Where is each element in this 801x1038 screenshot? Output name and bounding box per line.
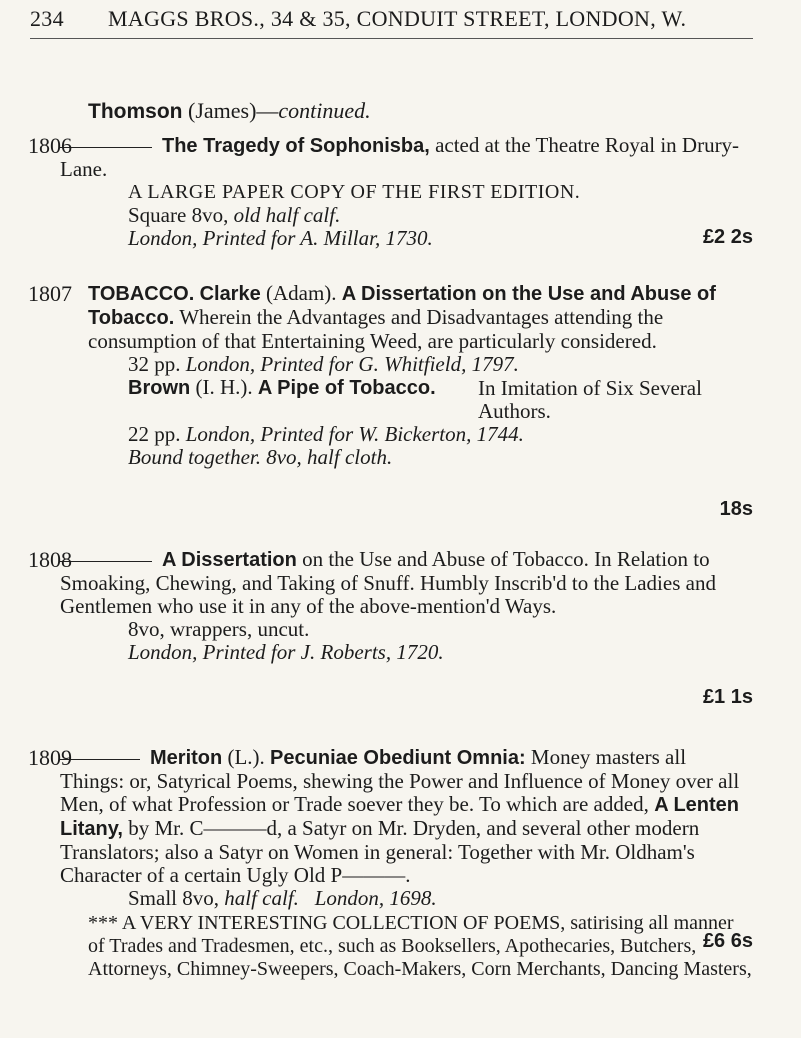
entry-number: 1806 xyxy=(28,133,72,158)
entry-dash xyxy=(60,561,152,562)
section-author-rest: (James)— xyxy=(188,98,279,123)
entry-note: A LARGE PAPER COPY OF THE FIRST EDITION. xyxy=(128,181,581,203)
entry-price: £1 1s xyxy=(702,686,753,708)
entry-description-a: Money masters all Things: or, Satyrical Poems, shewing the Power and Influence of Money over all Men, of what Profession or Trade soever they be. To which are added, xyxy=(60,745,740,816)
entry-price: £6 6s xyxy=(702,930,753,952)
entry-description-b: by Mr. C———d, a Satyr on Mr. Dryden, and several other modern Translators; also a Satyr on Women in general: Together with Mr. Oldham's Character of a certain Ugly Old P———. xyxy=(60,816,700,887)
entry-format: Small 8vo, xyxy=(128,886,220,910)
entry-title-2: A Pipe of Tobacco. xyxy=(257,377,436,399)
catalog-entry-1806 xyxy=(28,133,753,250)
entry-imprint-2: London, Printed for W. Bickerton, 1744. xyxy=(185,422,524,446)
entry-author: Clarke xyxy=(199,283,261,305)
entry-number: 1808 xyxy=(28,547,72,572)
entry-imprint: London, Printed for G. Whitfield, 1797. xyxy=(185,352,519,376)
page-number: 234 xyxy=(30,6,64,31)
entry-title: A Dissertation on the Use and Abuse of Tobacco. xyxy=(88,283,716,329)
page-header xyxy=(30,6,753,36)
catalog-entry-1807 xyxy=(28,281,753,520)
entry-author-2: Brown xyxy=(128,377,191,399)
entry-imprint: London, 1698. xyxy=(314,886,437,910)
entry-description: on the Use and Abuse of Tobacco. In Relation to Smoaking, Chewing, and Taking of Snuff. Humbly Inscrib'd to the Ladies and Gentlemen who use it in any of the above-mention'd Ways. xyxy=(60,547,716,618)
entry-format: 8vo, wrappers, uncut. xyxy=(128,617,310,641)
entry-format: Square 8vo, xyxy=(128,203,229,227)
entry-author-2-rest: (I. H.). xyxy=(195,375,253,399)
entry-author: Meriton xyxy=(150,747,223,769)
entry-description: Wherein the Advantages and Disadvantages attending the consumption of that Entertaining Weed, are particularly considered. xyxy=(88,305,664,353)
entry-binding: half calf. xyxy=(224,886,299,910)
section-continued: continued. xyxy=(278,98,371,123)
entry-title-2: A Lenten Litany, xyxy=(60,794,740,840)
entry-dash xyxy=(60,147,152,148)
entry-title: A Dissertation xyxy=(162,549,297,571)
entry-price: £2 2s xyxy=(702,226,753,248)
entry-pages-2: 22 pp. xyxy=(128,422,181,446)
entry-imprint: London, Printed for J. Roberts, 1720. xyxy=(128,640,444,664)
entry-subject: TOBACCO. xyxy=(88,283,195,305)
entry-title: The Tragedy of Sophonisba, xyxy=(162,135,430,157)
entry-number: 1809 xyxy=(28,745,72,770)
section-heading xyxy=(88,98,371,124)
header-rule xyxy=(30,38,753,39)
entry-dash xyxy=(60,759,140,760)
entry-binding: Bound together. 8vo, half cloth. xyxy=(128,445,393,469)
catalog-entry-1808 xyxy=(28,547,753,708)
entry-number: 1807 xyxy=(28,281,72,306)
entry-pages: 32 pp. xyxy=(128,352,181,376)
section-author: Thomson xyxy=(88,100,183,123)
entry-description-2: In Imitation of Six Several Authors. xyxy=(478,376,702,423)
entry-binding: old half calf. xyxy=(233,203,341,227)
entry-price: 18s xyxy=(719,498,753,520)
publisher-line: MAGGS BROS., 34 & 35, CONDUIT STREET, LONDON, W. xyxy=(108,6,687,31)
catalog-entry-1809 xyxy=(28,745,753,981)
entry-author-rest: (Adam). xyxy=(265,281,337,305)
entry-description: acted at the Theatre Royal in Drury-Lane. xyxy=(60,133,740,181)
entry-imprint: London, Printed for A. Millar, 1730. xyxy=(128,226,433,250)
entry-author-rest: (L.). xyxy=(227,745,265,769)
entry-note: *** A VERY INTERESTING COLLECTION OF POEMS, satirising all manner of Trades and Tradesmen, etc., such as Booksellers, Apothecaries, Butchers, Attorneys, Chimney-Sweepers, Coach-Makers, Corn Merchants, Dancing Masters, xyxy=(88,912,752,980)
entry-title: Pecuniae Obediunt Omnia: xyxy=(270,747,526,769)
